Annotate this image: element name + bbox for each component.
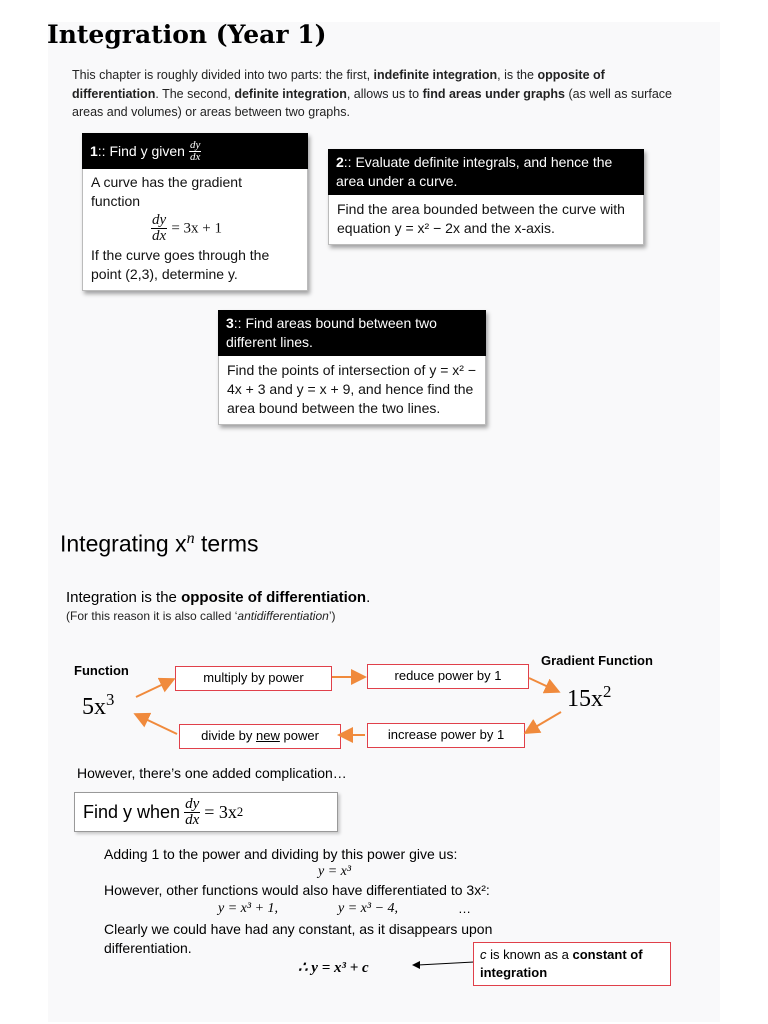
explanation-line-5: Clearly we could have had any constant, as it disappears upon differentiation. — [104, 921, 493, 956]
gradient-expression: $15x^2$ — [567, 682, 612, 712]
constant-of-integration-note: c is known as a constant of integration — [473, 942, 671, 986]
complication-text: However, there’s one added complication… — [77, 765, 347, 781]
intro-text-5: (as well as surface areas and volumes) or areas between two graphs. — [72, 86, 672, 119]
card-1-equation: $\frac{dy}{dx}$ = 3x + 1 — [152, 212, 223, 244]
explanation-line-4c: … — [458, 901, 471, 916]
intro-bold-1: indefinite integration — [373, 68, 498, 82]
card-3-heading: :: Find areas bound between two different lines. — [226, 315, 437, 350]
intro-text-4: , allows us to — [346, 86, 423, 101]
gradient-function-label: Gradient Function — [541, 653, 653, 668]
arrow-gradient-to-increase — [527, 712, 561, 732]
final-answer: ∴ y = x³ + c — [298, 960, 369, 976]
card-1-line-2: If the curve goes through the point (2,3), determine y. — [91, 247, 270, 282]
divide-by-new-power-box: divide by new power — [179, 724, 341, 749]
intro-text-3: . The second, — [155, 86, 235, 101]
intro-text-2: , is the — [497, 68, 538, 82]
card-3-number: 3 — [226, 315, 234, 331]
arrow-divide-to-function — [137, 715, 177, 734]
multiply-by-power-box: multiply by power — [175, 666, 332, 691]
explanation-line-3: However, other functions would also have differentiated to 3x²: — [104, 882, 490, 898]
explanation-line-1: Adding 1 to the power and dividing by this power give us: — [104, 846, 458, 862]
explanation-line-4b: y = x³ − 4, — [338, 901, 399, 916]
explanation-line-4a: y = x³ + 1, — [218, 901, 279, 916]
card-1-number: 1 — [90, 142, 98, 159]
explanation-line-2: y = x³ — [318, 864, 352, 879]
function-label: Function — [74, 663, 129, 678]
card-2-number: 2 — [336, 154, 344, 170]
section-2-line-1: Integration is the opposite of differentiation. — [66, 589, 371, 606]
card-2-body: Find the area bounded between the curve with equation y = x² − 2x and the x-axis. — [328, 195, 644, 245]
find-y-box: Find y when $\frac{dy}{dx}$ = 3x 2 — [74, 792, 338, 832]
constant-pointer-arrow — [410, 956, 476, 972]
card-2-heading: :: Evaluate definite integrals, and hence the area under a curve. — [336, 154, 613, 189]
section-2-title: Integrating $x^n$ terms — [60, 530, 259, 557]
page-title: Integration (Year 1) — [47, 20, 327, 49]
reduce-power-box: reduce power by 1 — [367, 664, 529, 689]
arrow-function-to-multiply — [136, 680, 172, 697]
section-2-line-2: (For this reason it is also called ‘antidifferentiation’) — [66, 609, 336, 623]
card-3-body: Find the points of intersection of y = x² − 4x + 3 and y = x + 9, and hence find the area bound between the two lines. — [218, 356, 486, 425]
intro-bold-2: opposite of differentiation — [72, 68, 605, 101]
function-expression: $5x^3$ — [82, 690, 115, 720]
arrow-reduce-to-gradient — [529, 678, 557, 691]
intro-bold-3: definite integration — [234, 86, 347, 101]
intro-bold-4: find areas under graphs — [422, 86, 565, 101]
card-1-heading: :: Find y given — [97, 142, 185, 159]
intro-text-1: This chapter is roughly divided into two parts: the first, — [72, 68, 374, 82]
card-1-line-1: A curve has the gradient function — [91, 174, 242, 209]
card-1-header-fraction: $\frac{dy}{dx}$ — [189, 138, 201, 163]
increase-power-box: increase power by 1 — [367, 723, 525, 748]
